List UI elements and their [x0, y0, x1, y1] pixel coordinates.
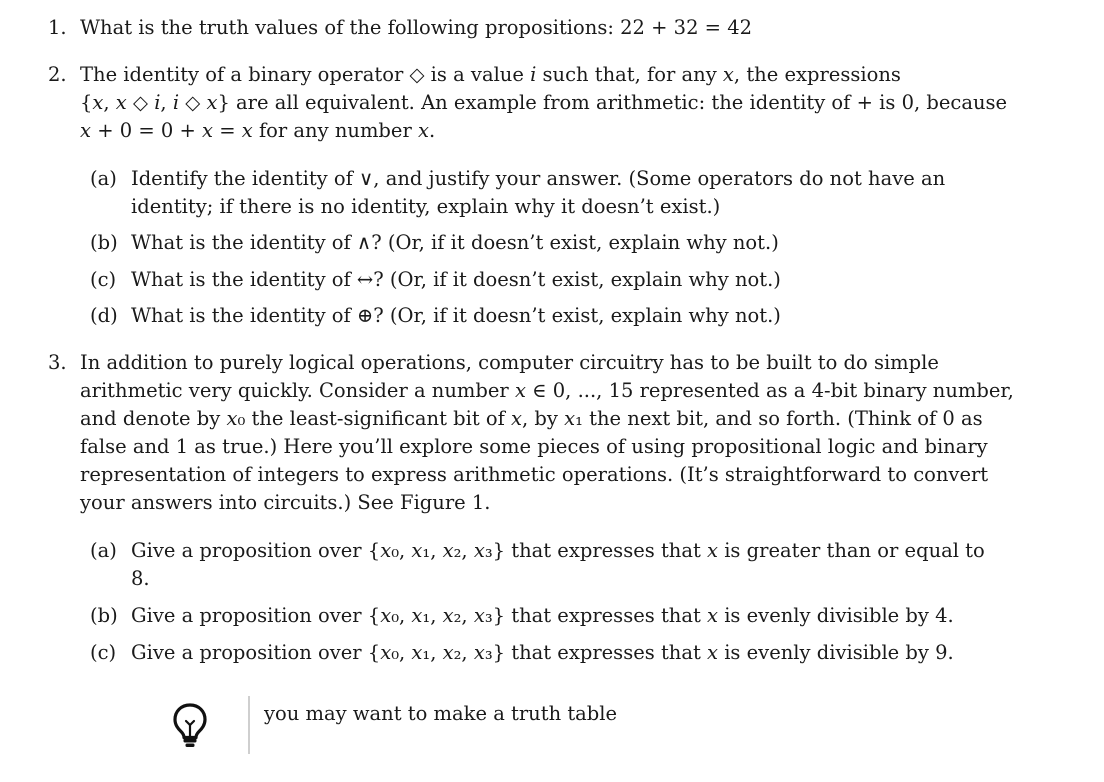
question-3a-line-1: Give a proposition over {𝑥₀, 𝑥₁, 𝑥₂, 𝑥₃} that expresses that 𝑥 is greater than or equal to [131, 539, 985, 562]
question-3-line-6: your answers into circuits.) See Figure 1. [80, 491, 491, 514]
question-2d-text: What is the identity of ⊕? (Or, if it doesn’t exist, explain why not.) [131, 304, 781, 327]
question-3-line-3: and denote by 𝑥₀ the least-significant bit of 𝑥, by 𝑥₁ the next bit, and so forth. (Think of 0 as [80, 407, 983, 430]
question-3-line-5: representation of integers to express arithmetic operations. (It’s straightforward to convert [80, 463, 989, 486]
question-3c-text: Give a proposition over {𝑥₀, 𝑥₁, 𝑥₂, 𝑥₃} that expresses that 𝑥 is evenly divisible by 9. [131, 641, 954, 664]
question-1-number: 1. [48, 16, 67, 39]
question-2a-line-2: identity; if there is no identity, explain why it doesn’t exist.) [131, 195, 721, 218]
question-3-number: 3. [48, 351, 67, 374]
question-2-line-3: 𝑥 + 0 = 0 + 𝑥 = 𝑥 for any number 𝑥. [80, 119, 436, 142]
question-3-line-1: In addition to purely logical operations, computer circuitry has to be built to do simple [80, 351, 939, 374]
question-3b-label: (b) [90, 604, 118, 627]
question-3-line-2: arithmetic very quickly. Consider a number 𝑥 ∈ 0, ..., 15 represented as a 4-bit binary number, [80, 379, 1014, 402]
question-2-number: 2. [48, 63, 67, 86]
question-2d-label: (d) [90, 304, 118, 327]
question-2-line-1: The identity of a binary operator ◇ is a value 𝑖 such that, for any 𝑥, the expressions [80, 63, 901, 86]
question-2a-label: (a) [90, 167, 117, 190]
question-2a-line-1: Identify the identity of ∨, and justify your answer. (Some operators do not have an [131, 167, 946, 190]
tip-text: you may want to make a truth table [264, 702, 618, 725]
question-2-line-2: {𝑥, 𝑥 ◇ 𝑖, 𝑖 ◇ 𝑥} are all equivalent. An example from arithmetic: the identity of + is 0, because [80, 91, 1008, 114]
question-2c-label: (c) [90, 268, 117, 291]
question-3c-label: (c) [90, 641, 117, 664]
question-2b-label: (b) [90, 231, 118, 254]
question-3-line-4: false and 1 as true.) Here you’ll explore some pieces of using propositional logic and binary [80, 435, 988, 458]
question-1-text: What is the truth values of the following propositions: 22 + 32 = 42 [80, 16, 753, 39]
question-2b-text: What is the identity of ∧? (Or, if it doesn’t exist, explain why not.) [131, 231, 779, 254]
question-2c-text: What is the identity of ↔? (Or, if it doesn’t exist, explain why not.) [131, 268, 781, 291]
question-3a-line-2: 8. [131, 567, 150, 590]
question-3a-label: (a) [90, 539, 117, 562]
lightbulb-icon [172, 702, 208, 748]
question-3b-text: Give a proposition over {𝑥₀, 𝑥₁, 𝑥₂, 𝑥₃} that expresses that 𝑥 is evenly divisible by 4. [131, 604, 954, 627]
tip-divider [248, 696, 250, 754]
